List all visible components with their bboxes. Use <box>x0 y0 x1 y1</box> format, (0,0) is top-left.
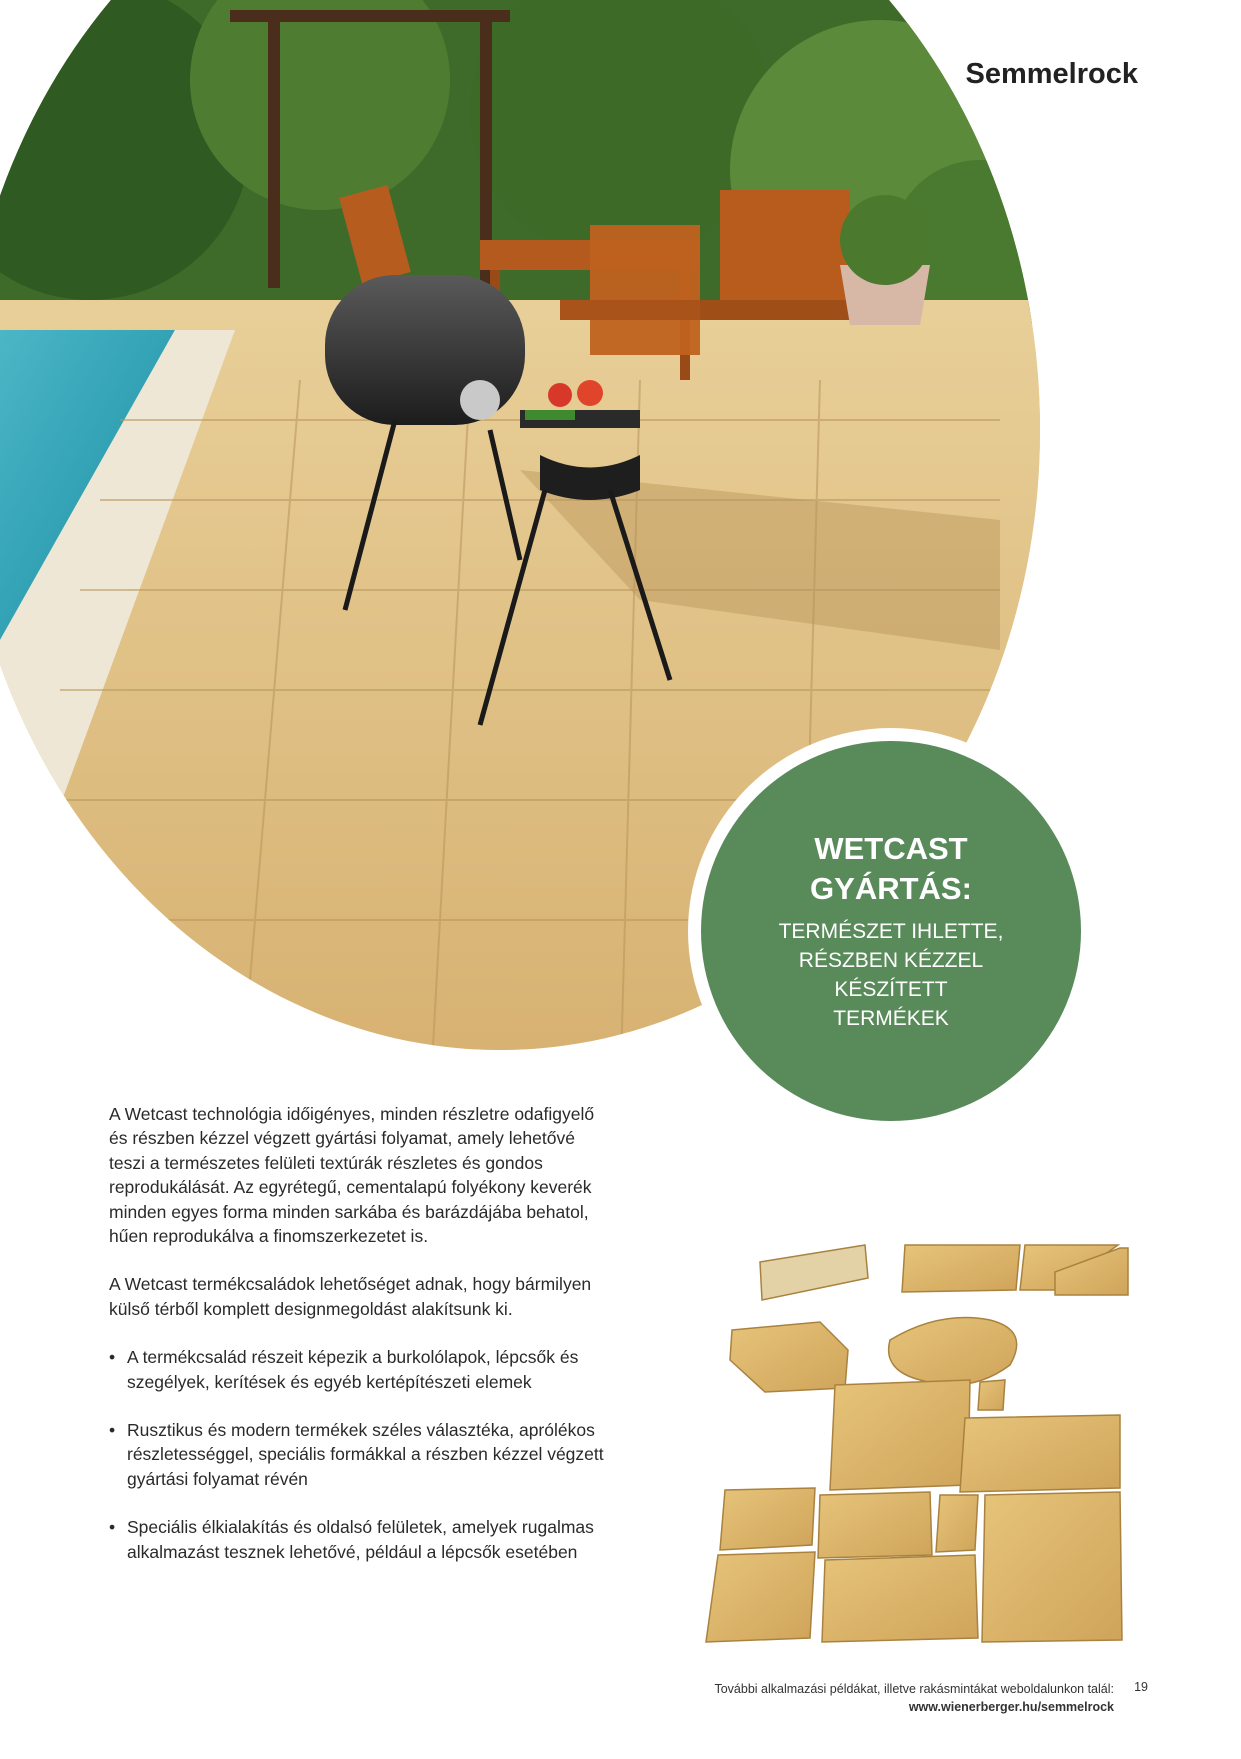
product-photo <box>650 1210 1150 1650</box>
page-number: 19 <box>1134 1680 1148 1694</box>
footer-note <box>714 1680 1114 1716</box>
feature-item: • A termékcsalád részeit képezik a burkolólapok, lépcsők és szegélyek, kerítések és egyéb kertépítészeti elemek <box>109 1345 609 1394</box>
brand-logo: Semmelrock <box>965 58 1138 90</box>
feature-item: • Speciális élkialakítás és oldalsó felületek, amelyek rugalmas alkalmazást tesznek lehetővé, például a lépcsők esetében <box>109 1515 609 1564</box>
wetcast-badge <box>701 741 1081 1121</box>
footer-text: További alkalmazási példákat, illetve rakásmintákat weboldalunkon talál: <box>714 1682 1114 1696</box>
intro-paragraph: A Wetcast technológia időigényes, minden részletre odafigyelő és részben kézzel végzett gyártási folyamat, amely lehetővé teszi a természetes felületi textúrák részletes és gondos reprodukálását. Az egyrétegű, cementalapú folyékony keverék minden egyes forma minden sarkába és barázdájába behatol, hűen reprodukálva a finomszerkezetet is. <box>109 1104 595 1247</box>
feature-list <box>109 1345 609 1564</box>
website-link[interactable]: www.wienerberger.hu/semmelrock <box>908 1700 1114 1714</box>
badge-subtitle: TERMÉSZET IHLETTE, RÉSZBEN KÉZZEL KÉSZÍTETT TERMÉKEK <box>778 920 1004 1030</box>
second-paragraph: A Wetcast termékcsaládok lehetőséget adnak, hogy bármilyen külső térből komplett designmegoldást alakítsunk ki. <box>109 1274 592 1319</box>
feature-item: • Rusztikus és modern termékek széles választéka, aprólékos részletességgel, speciális formákkal a részben kézzel végzett gyártási folyamat révén <box>109 1418 609 1491</box>
badge-title: WETCAST GYÁRTÁS: <box>810 831 972 906</box>
body-text <box>109 1102 609 1588</box>
